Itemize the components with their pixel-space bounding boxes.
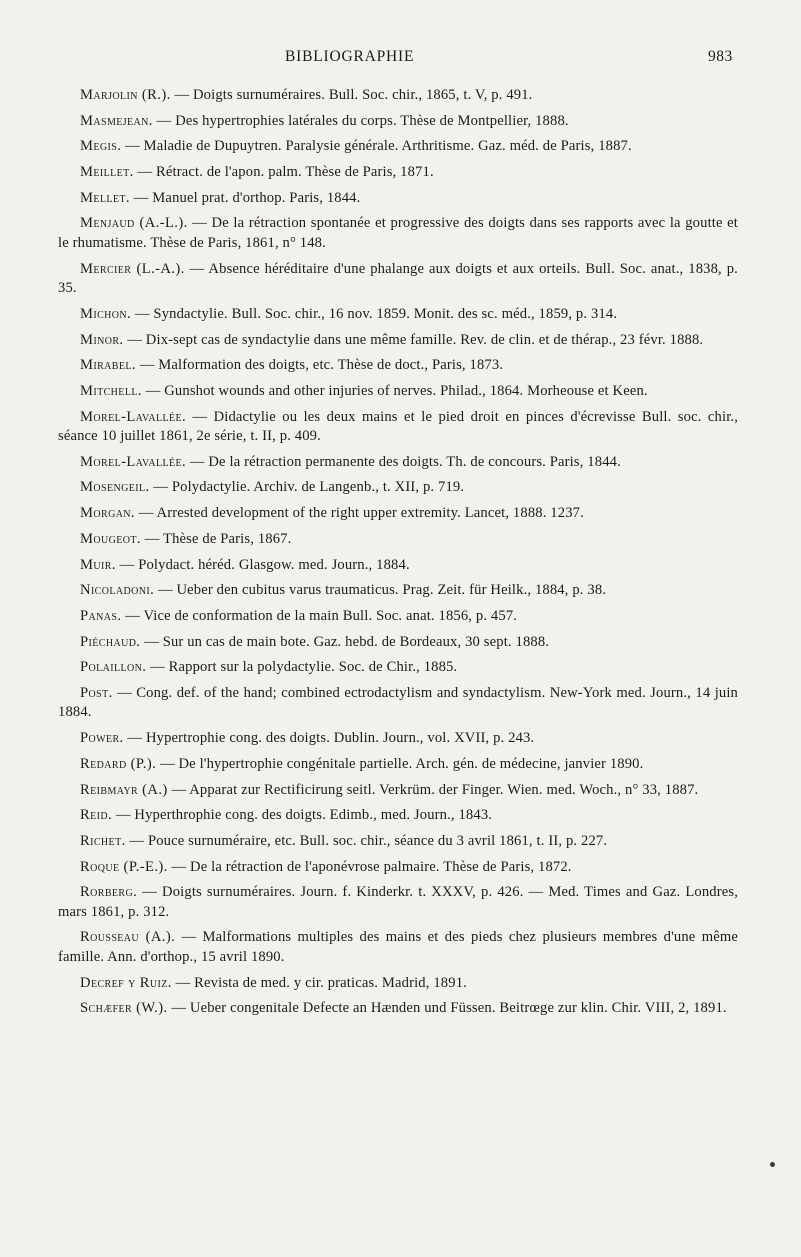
ink-blot [770, 1162, 775, 1167]
bibliography-entry [58, 382, 738, 402]
entry-author: Mirabel. [80, 357, 136, 374]
bibliography-entry [58, 806, 738, 826]
bibliography-entry [58, 858, 738, 878]
bibliography-entry [58, 607, 738, 627]
bibliography-entry [58, 556, 738, 576]
bibliography-entry [58, 832, 738, 852]
entry-citation: — Manuel prat. d'orthop. Paris, 1844. [129, 189, 361, 206]
entry-citation: — Sur un cas de main bote. Gaz. hebd. de Bordeaux, 30 sept. 1888. [140, 633, 550, 650]
bibliography-entry [58, 453, 738, 473]
entry-citation: — Malformations multiples des mains et des pieds chez plusieurs membres d'une même famille. Ann. d'orthop., 15 avril 1890. [58, 929, 738, 965]
entry-citation: — Revista de med. y cir. praticas. Madrid, 1891. [171, 974, 467, 991]
entry-author: Mougeot. [80, 530, 141, 547]
bibliography-entry [58, 214, 738, 253]
entry-citation: — Absence héréditaire d'une phalange aux doigts et aux orteils. Bull. Soc. anat., 1838, p. 35. [58, 260, 738, 297]
bibliography-entry [58, 331, 738, 351]
entry-citation: — De l'hypertrophie congénitale partielle. Arch. gén. de médecine, janvier 1890. [156, 755, 644, 772]
entry-citation: — Arrested development of the right upper extremity. Lancet, 1888. 1237. [134, 505, 584, 522]
entry-author: Minor. [80, 331, 124, 348]
bibliography-entry [58, 781, 738, 801]
bibliography-entry [58, 504, 738, 524]
entry-citation: — Dix-sept cas de syndactylie dans une même famille. Rev. de clin. et de thérap., 23 févr. 1888. [123, 331, 704, 348]
entry-citation: — Cong. def. of the hand; combined ectrodactylism and syndactylism. New-York med. Journ., 14 juin 1884. [58, 684, 738, 721]
entry-author: Richet. [80, 832, 126, 849]
entry-author: Marjolin (R.). [80, 87, 171, 103]
bibliography-entry [58, 633, 738, 653]
entry-citation: — Rétract. de l'apon. palm. Thèse de Paris, 1871. [133, 164, 434, 181]
entry-citation: — Hypertrophie cong. des doigts. Dublin. Journ., vol. XVII, p. 243. [123, 730, 535, 747]
entry-author: Mosengeil. [80, 479, 150, 496]
entry-author: Michon. [80, 305, 132, 322]
bibliography-list [58, 86, 738, 1025]
bibliography-entry [58, 729, 738, 749]
entry-citation: — De la rétraction spontanée et progressive des doigts dans ses rapports avec la goutte et le rhumatisme. Thèse de Paris, 1861, n° 148. [58, 215, 738, 251]
bibliography-entry [58, 684, 738, 723]
bibliography-entry [58, 163, 738, 183]
running-head [0, 48, 801, 72]
bibliography-entry [58, 883, 738, 922]
entry-author: Nicoladoni. [80, 582, 155, 599]
entry-author: Decref y Ruiz. [80, 974, 172, 991]
entry-citation: — Didactylie ou les deux mains et le pied droit en pinces d'écrevisse Bull. soc. chir., séance 10 juillet 1861, 2e série, t. II, p. 409. [58, 408, 738, 445]
entry-citation: — Ueber den cubitus varus traumaticus. Prag. Zeit. für Heilk., 1884, p. 38. [154, 582, 607, 599]
entry-author: Mitchell. [80, 382, 142, 399]
entry-author: Megis. [80, 138, 122, 155]
entry-citation: — Polydact. héréd. Glasgow. med. Journ., 1884. [115, 556, 410, 573]
entry-author: Redard (P.). [80, 755, 157, 772]
entry-citation: — Maladie de Dupuytren. Paralysie générale. Arthritisme. Gaz. méd. de Paris, 1887. [121, 138, 632, 155]
entry-author: Muir. [80, 556, 116, 573]
entry-author: Masmejean. [80, 112, 153, 129]
entry-author: Meillet. [80, 164, 134, 181]
entry-author: Morgan. [80, 505, 135, 522]
entry-citation: — Des hypertrophies latérales du corps. Thèse de Montpellier, 1888. [152, 112, 569, 129]
entry-author: Mellet. [80, 189, 130, 206]
bibliography-entry [58, 974, 738, 994]
entry-author: Morel-Lavallée. [80, 408, 187, 425]
entry-citation: — Doigts surnuméraires. Bull. Soc. chir., 1865, t. V, p. 491. [170, 87, 533, 103]
bibliography-entry [58, 581, 738, 601]
running-title: BIBLIOGRAPHIE [285, 48, 415, 65]
bibliography-entry [58, 478, 738, 498]
bibliography-entry [58, 112, 738, 132]
entry-citation: — Doigts surnuméraires. Journ. f. Kinderkr. t. XXXV, p. 426. — Med. Times and Gaz. Londres, mars 1861, p. 312. [58, 884, 738, 920]
entry-author: Panas. [80, 607, 122, 624]
bibliography-entry [58, 530, 738, 550]
bibliography-entry [58, 928, 738, 967]
entry-citation: — Pouce surnuméraire, etc. Bull. soc. chir., séance du 3 avril 1861, t. II, p. 227. [125, 832, 608, 849]
entry-citation: — Syndactylie. Bull. Soc. chir., 16 nov. 1859. Monit. des sc. méd., 1859, p. 314. [131, 305, 618, 322]
bibliography-entry [58, 356, 738, 376]
bibliography-entry [58, 305, 738, 325]
entry-citation: — Thèse de Paris, 1867. [140, 530, 292, 547]
entry-author: Menjaud (A.-L.). [80, 215, 188, 232]
entry-citation: — Gunshot wounds and other injuries of nerves. Philad., 1864. Morheouse et Keen. [141, 382, 648, 399]
entry-author: Reid. [80, 807, 113, 824]
bibliography-entry [58, 86, 738, 106]
entry-citation: — Hyperthrophie cong. des doigts. Edimb., med. Journ., 1843. [112, 807, 493, 824]
entry-citation: — Polydactylie. Archiv. de Langenb., t. XII, p. 719. [149, 479, 465, 496]
bibliography-entry [58, 260, 738, 299]
entry-citation: — Ueber congenitale Defecte an Hænden und Füssen. Beitrœge zur klin. Chir. VIII, 2, 1891. [167, 1000, 727, 1017]
bibliography-entry [58, 408, 738, 447]
bibliography-entry [58, 999, 738, 1019]
entry-citation: — Rapport sur la polydactylie. Soc. de Chir., 1885. [146, 659, 458, 676]
entry-author: Reibmayr (A.) [80, 781, 168, 798]
entry-citation: — De la rétraction permanente des doigts. Th. de concours. Paris, 1844. [186, 453, 621, 470]
entry-citation: — Vice de conformation de la main Bull. Soc. anat. 1856, p. 457. [121, 607, 518, 624]
entry-author: Schæfer (W.). [80, 1000, 168, 1017]
entry-citation: — Malformation des doigts, etc. Thèse de doct., Paris, 1873. [135, 357, 504, 374]
bibliography-entry [58, 755, 738, 775]
bibliography-entry [58, 189, 738, 209]
entry-author: Mercier (L.-A.). [80, 260, 185, 277]
entry-author: Rousseau (A.). [80, 929, 176, 946]
entry-author: Morel-Lavallée. [80, 453, 187, 470]
entry-author: Rorberg. [80, 884, 138, 901]
bibliography-entry [58, 658, 738, 678]
entry-author: Piéchaud. [80, 633, 141, 650]
entry-citation: — De la rétraction de l'aponévrose palmaire. Thèse de Paris, 1872. [167, 858, 572, 875]
entry-author: Post. [80, 684, 113, 701]
entry-author: Polaillon. [80, 659, 147, 676]
bibliography-entry [58, 137, 738, 157]
entry-citation: — Apparat zur Rectificirung seitl. Verkrüm. der Finger. Wien. med. Woch., n° 33, 1887. [167, 781, 699, 798]
entry-author: Power. [80, 730, 124, 747]
page-number: 983 [708, 48, 733, 65]
entry-author: Roque (P.-E.). [80, 858, 168, 875]
